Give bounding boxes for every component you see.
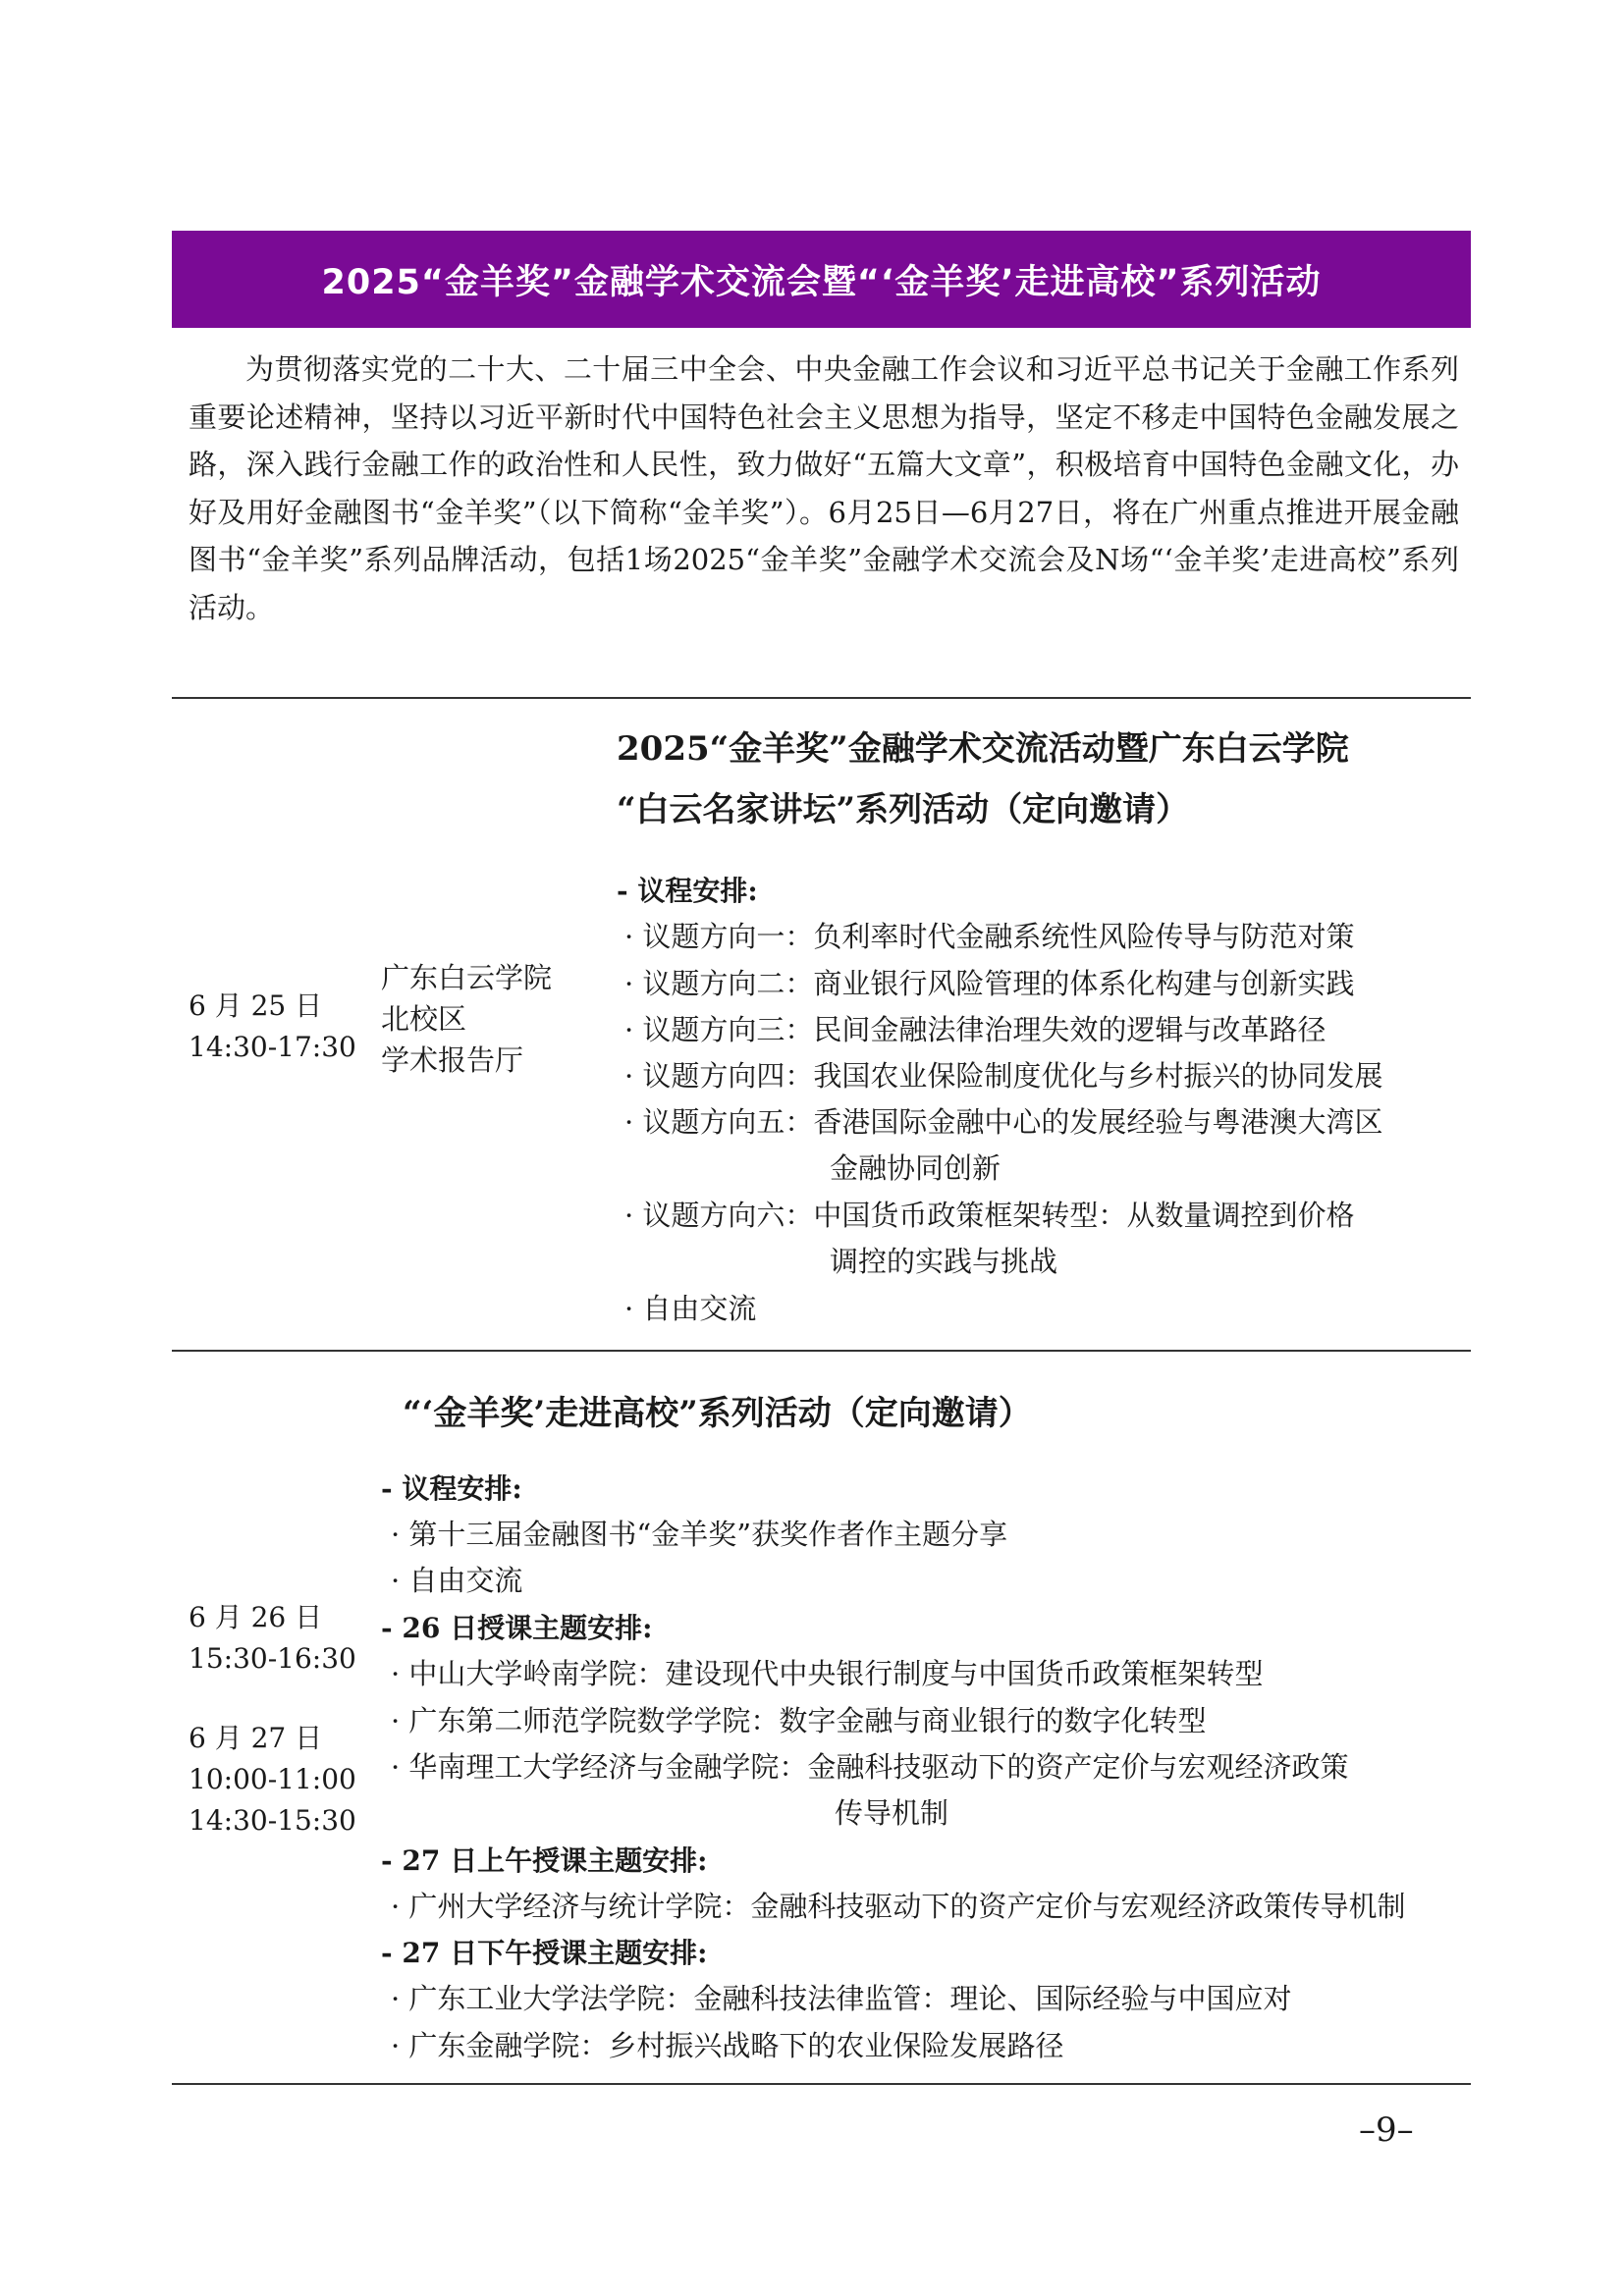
- agenda-item: · 议题方向五：香港国际金融中心的发展经验与粤港澳大湾区: [624, 1105, 1383, 1139]
- agenda-item-continuation: 金融协同创新: [830, 1151, 1001, 1185]
- section1-agenda-heading: - 议程安排:: [617, 875, 758, 907]
- divider-bottom: [172, 2083, 1471, 2085]
- day27am-heading: - 27 日上午授课主题安排:: [381, 1844, 708, 1877]
- divider-top: [172, 697, 1471, 699]
- page-number: –9–: [1359, 2110, 1414, 2150]
- date-line: 6 月 26 日: [189, 1601, 323, 1633]
- section1-date: [189, 986, 356, 1068]
- section1-title-line1: 2025“金羊奖”金融学术交流活动暨广东白云学院: [617, 729, 1349, 769]
- day27pm-heading: - 27 日下午授课主题安排:: [381, 1937, 708, 1969]
- agenda-item: · 议题方向六：中国货币政策框架转型：从数量调控到价格: [624, 1199, 1355, 1232]
- date-line: 6 月 27 日: [189, 1722, 323, 1754]
- agenda-item: · 议题方向三：民间金融法律治理失效的逻辑与改革路径: [624, 1013, 1326, 1046]
- day26-heading: - 26 日授课主题安排:: [381, 1612, 653, 1644]
- section2-title: “‘金羊奖’走进高校”系列活动（定向邀请）: [403, 1394, 1032, 1433]
- agenda-item: · 第十三届金融图书“金羊奖”获奖作者作主题分享: [391, 1518, 1008, 1551]
- intro-paragraph: 为贯彻落实党的二十大、二十届三中全会、中央金融工作会议和习近平总书记关于金融工作系列重要论述精神，坚持以习近平新时代中国特色社会主义思想为指导，坚定不移走中国特色金融发展之路，深入践行金融工作的政治性和人民性，致力做好“五篇大文章”，积极培育中国特色金融文化，办好及用好金融图书“金羊奖”（以下简称“金羊奖”）。6月25日—6月27日，将在广州重点推进开展金融图书“金羊奖”系列品牌活动，包括1场2025“金羊奖”金融学术交流会及N场“‘金羊奖’走进高校”系列活动。: [189, 352, 1459, 624]
- venue-line: 北校区: [381, 1002, 467, 1036]
- time-line: 14:30-15:30: [189, 1804, 356, 1837]
- agenda-item: · 议题方向一：负利率时代金融系统性风险传导与防范对策: [624, 920, 1355, 953]
- date-line: 6 月 25 日: [189, 989, 323, 1022]
- lecture-item: · 中山大学岭南学院：建设现代中央银行制度与中国货币政策框架转型: [391, 1657, 1264, 1690]
- venue-line: 广东白云学院: [381, 961, 553, 994]
- agenda-item: · 自由交流: [624, 1292, 757, 1325]
- venue-line: 学术报告厅: [381, 1043, 524, 1077]
- section1-title-line2: “白云名家讲坛”系列活动（定向邀请）: [617, 790, 1190, 829]
- lecture-item: · 广东第二师范学院数学学院：数字金融与商业银行的数字化转型: [391, 1704, 1207, 1737]
- agenda-item: · 议题方向四：我国农业保险制度优化与乡村振兴的协同发展: [624, 1059, 1383, 1093]
- lecture-item: · 广州大学经济与统计学院：金融科技驱动下的资产定价与宏观经济政策传导机制: [391, 1890, 1406, 1923]
- page-banner: [172, 231, 1471, 328]
- agenda-item: · 议题方向二：商业银行风险管理的体系化构建与创新实践: [624, 967, 1355, 1000]
- agenda-item: · 自由交流: [391, 1564, 523, 1597]
- section2-agenda-heading: - 议程安排:: [381, 1472, 522, 1505]
- agenda-item-continuation: 调控的实践与挑战: [830, 1245, 1058, 1278]
- lecture-item: · 华南理工大学经济与金融学院：金融科技驱动下的资产定价与宏观经济政策: [391, 1750, 1349, 1784]
- section2-date-26: [189, 1597, 356, 1680]
- lecture-item: · 广东金融学院：乡村振兴战略下的农业保险发展路径: [391, 2029, 1064, 2062]
- time-line: 14:30-17:30: [189, 1031, 356, 1063]
- section1-venue: [381, 957, 552, 1081]
- banner-title: 2025“金羊奖”金融学术交流会暨“‘金羊奖’走进高校”系列活动: [321, 262, 1322, 302]
- time-line: 10:00-11:00: [189, 1763, 356, 1795]
- section2-date-27: [189, 1718, 356, 1842]
- lecture-item-continuation: 传导机制: [835, 1796, 949, 1830]
- lecture-item: · 广东工业大学法学院：金融科技法律监管：理论、国际经验与中国应对: [391, 1982, 1292, 2015]
- divider-middle: [172, 1350, 1471, 1352]
- time-line: 15:30-16:30: [189, 1642, 356, 1675]
